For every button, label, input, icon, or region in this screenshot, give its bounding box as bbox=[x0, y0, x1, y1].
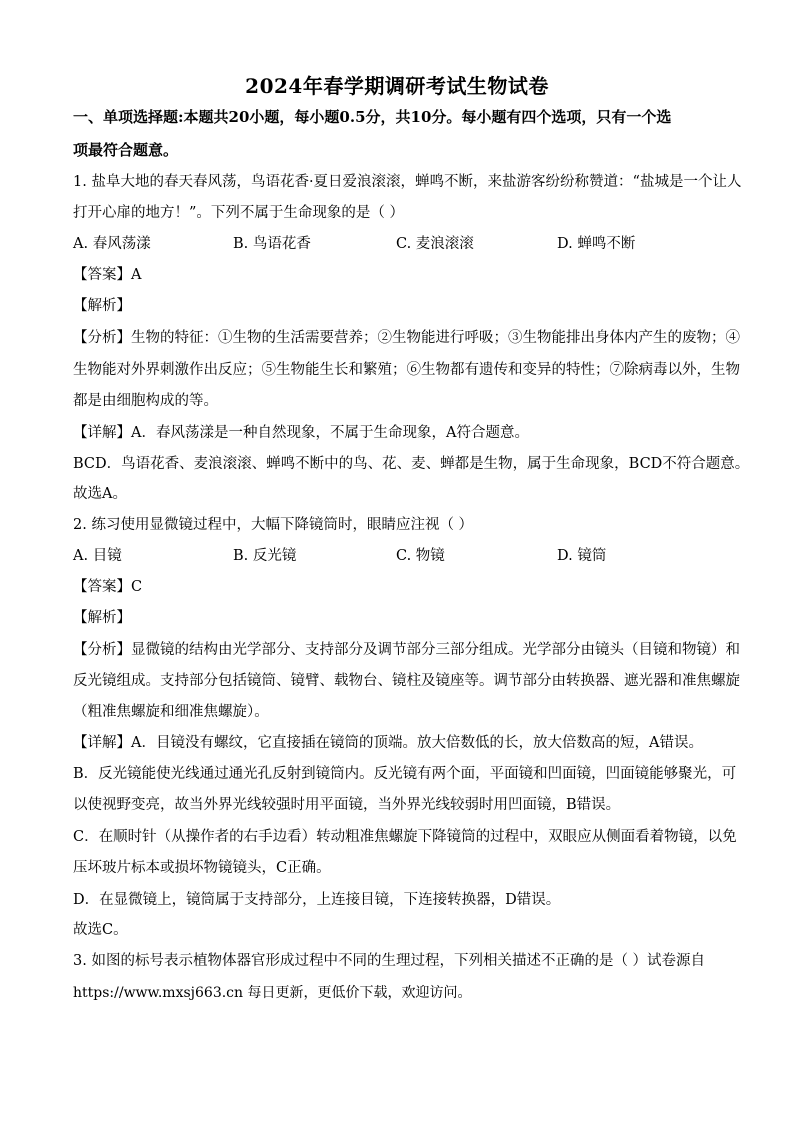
q1-option-a: A. 春风荡漾 bbox=[73, 236, 151, 252]
q2-fenxi-line3: （粗准焦螺旋和细准焦螺旋）。 bbox=[73, 704, 269, 720]
q1-detail-line2: BCD．鸟语花香、麦浪滚滚、蝉鸣不断中的鸟、花、麦、蝉都是生物，属于生命现象，BCD不符合题意。 bbox=[73, 456, 750, 472]
q1-option-d: D. 蝉鸣不断 bbox=[557, 236, 636, 252]
q1-detail-line1: 【详解】A．春风荡漾是一种自然现象，不属于生命现象，A符合题意。 bbox=[73, 425, 529, 441]
section-header-line2: 项最符合题意。 bbox=[73, 141, 179, 159]
q2-stem: 2. 练习使用显微镜过程中，大幅下降镜筒时，眼睛应注视（ ） bbox=[73, 517, 474, 533]
q2-detail-line4: C．在顺时针（从操作者的右手边看）转动粗准焦螺旋下降镜筒的过程中，双眼应从侧面看着物镜，以免 bbox=[73, 829, 737, 845]
q1-option-c: C. 麦浪滚滚 bbox=[396, 236, 474, 252]
q1-analysis-label: 【解析】 bbox=[73, 298, 131, 314]
q2-option-a: A. 目镜 bbox=[73, 548, 122, 564]
q2-detail-line7: 故选C。 bbox=[73, 922, 128, 938]
q2-option-d: D. 镜筒 bbox=[557, 548, 607, 564]
q2-analysis-label: 【解析】 bbox=[73, 610, 131, 626]
q1-fenxi-line1: 【分析】生物的特征：①生物的生活需要营养；②生物能进行呼吸；③生物能排出身体内产生的废物；④ bbox=[73, 330, 740, 346]
section-header-line1: 一、单项选择题:本题共20小题，每小题0.5分，共10分。每小题有四个选项，只有一个选 bbox=[73, 108, 672, 126]
q1-fenxi-line2: 生物能对外界刺激作出反应；⑤生物能生长和繁殖；⑥生物都有遗传和变异的特性；⑦除病毒以外，生物 bbox=[73, 362, 740, 378]
q2-detail-line6: D．在显微镜上，镜筒属于支持部分，上连接目镜，下连接转换器，D错误。 bbox=[73, 892, 561, 908]
q2-detail-line2: B．反光镜能使光线通过通光孔反射到镜筒内。反光镜有两个面，平面镜和凹面镜，凹面镜能够聚光，可 bbox=[73, 766, 737, 782]
q2-fenxi-line2: 反光镜组成。支持部分包括镜筒、镜臂、载物台、镜柱及镜座等。调节部分由转换器、遮光器和准焦螺旋 bbox=[73, 673, 740, 689]
q1-answer: 【答案】A bbox=[73, 267, 142, 283]
q1-detail-line3: 故选A。 bbox=[73, 486, 127, 502]
q1-stem-line2: 打开心扉的地方！”。下列不属于生命现象的是（ ） bbox=[73, 205, 405, 221]
exam-title: 2024年春学期调研考试生物试卷 bbox=[245, 74, 549, 98]
q1-option-b: B. 鸟语花香 bbox=[233, 236, 311, 252]
q2-detail-line3: 以使视野变亮，故当外界光线较强时用平面镜，当外界光线较弱时用凹面镜，B错误。 bbox=[73, 797, 621, 813]
q2-answer: 【答案】C bbox=[73, 579, 143, 595]
q1-stem-line1: 1. 盐阜大地的春天春风荡，鸟语花香·夏日爱浪滚滚，蝉鸣不断，来盐游客纷纷称赞道：“盐城是一个让人 bbox=[73, 174, 742, 190]
q2-fenxi-line1: 【分析】显微镜的结构由光学部分、支持部分及调节部分三部分组成。光学部分由镜头（目镜和物镜）和 bbox=[73, 642, 740, 658]
q2-option-c: C. 物镜 bbox=[396, 548, 445, 564]
q3-stem-line2: https://www.mxsj663.cn 每日更新，更低价下载，欢迎访问。 bbox=[73, 985, 472, 1001]
q2-detail-line5: 压坏玻片标本或损坏物镜镜头，C正确。 bbox=[73, 860, 331, 876]
q2-option-b: B. 反光镜 bbox=[233, 548, 297, 564]
q3-stem-line1: 3. 如图的标号表示植物体器官形成过程中不同的生理过程，下列相关描述不正确的是（ ）试卷源自 bbox=[73, 953, 706, 969]
q1-fenxi-line3: 都是由细胞构成的等。 bbox=[73, 393, 218, 409]
q2-detail-line1: 【详解】A．目镜没有螺纹，它直接插在镜筒的顶端。放大倍数低的长，放大倍数高的短，A错误。 bbox=[73, 735, 703, 751]
